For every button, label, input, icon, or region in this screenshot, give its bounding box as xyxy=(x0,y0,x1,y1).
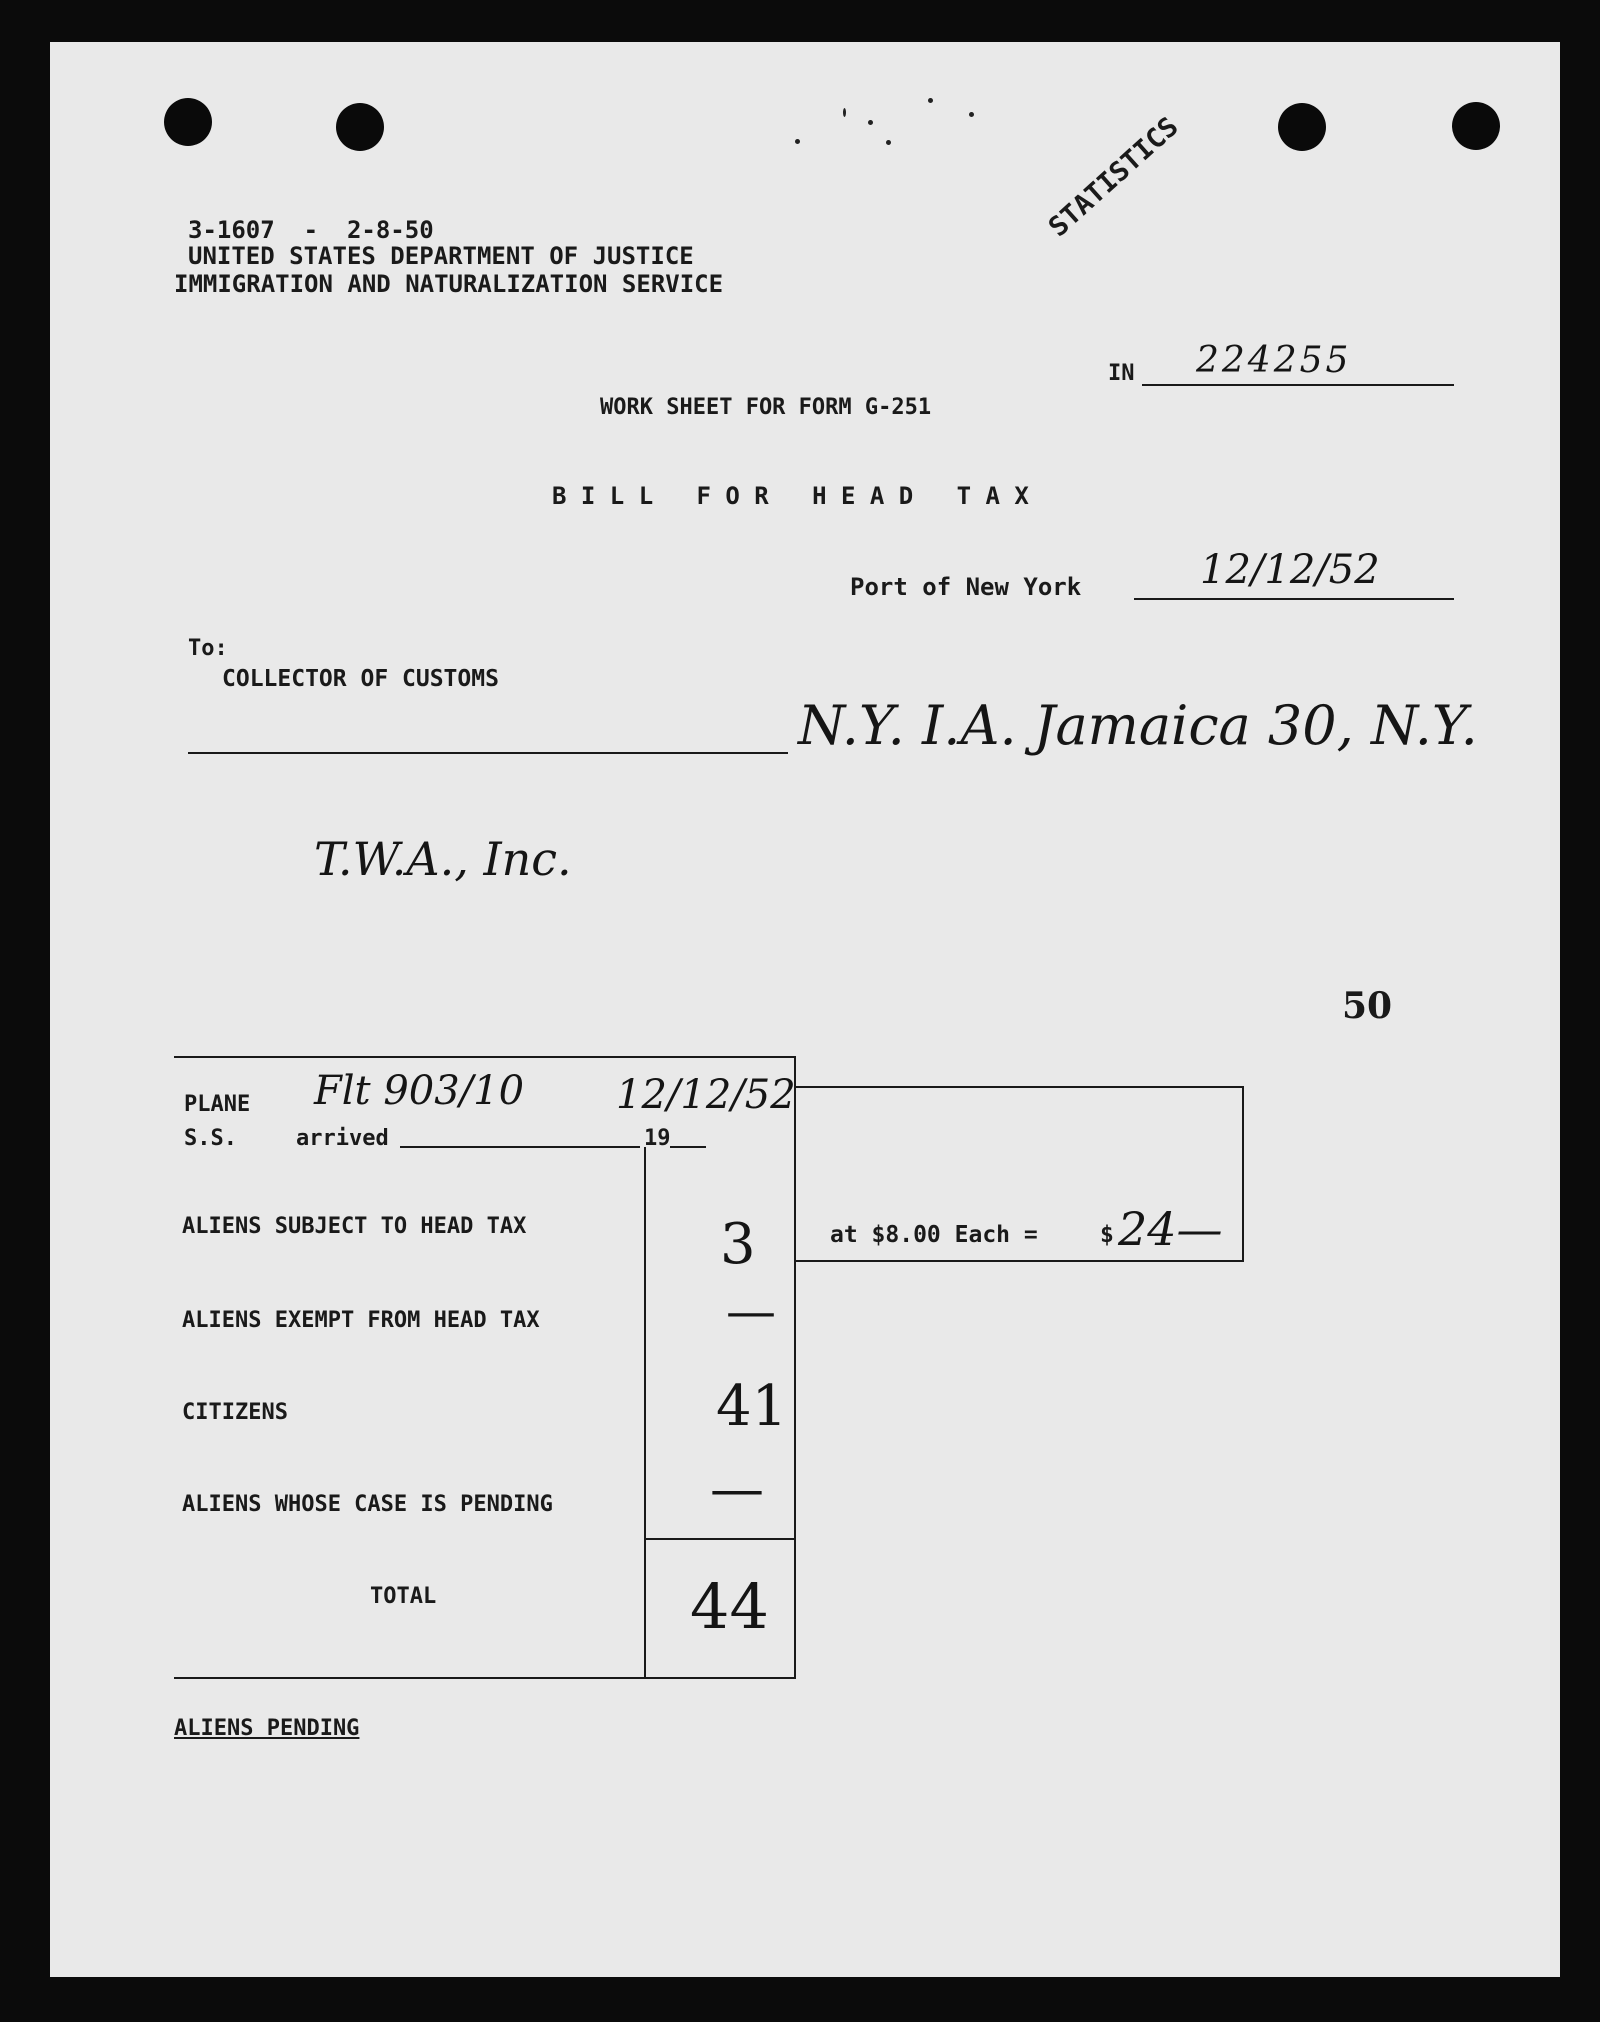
ink-speck xyxy=(969,112,974,117)
rate-box-right xyxy=(1242,1086,1244,1262)
port-label: Port of New York xyxy=(850,573,1082,601)
row-label-aliens-exempt: ALIENS EXEMPT FROM HEAD TAX xyxy=(182,1308,540,1333)
rate-box-top xyxy=(794,1086,1244,1088)
form-number: 3-1607 - 2-8-50 xyxy=(188,216,434,244)
arrived-label: arrived xyxy=(296,1126,389,1151)
plane-label: PLANE xyxy=(184,1092,251,1117)
year-prefix: 19 xyxy=(644,1126,671,1151)
rate-box-bottom xyxy=(794,1260,1244,1262)
year-line xyxy=(670,1146,706,1148)
ink-speck xyxy=(886,140,891,145)
service-name: IMMIGRATION AND NATURALIZATION SERVICE xyxy=(174,270,724,298)
bill-title: B I L L F O R H E A D T A X xyxy=(552,482,1029,510)
dollar-sign: $ xyxy=(1100,1222,1114,1248)
carrier-handwritten: T.W.A., Inc. xyxy=(314,832,572,886)
table-top-rule xyxy=(174,1056,794,1058)
collector-of-customs: COLLECTOR OF CUSTOMS xyxy=(222,666,499,692)
in-number: 224255 xyxy=(1196,340,1352,381)
row-value-aliens-exempt: — xyxy=(726,1282,776,1340)
document-page xyxy=(50,42,1560,1977)
row-label-aliens-pending: ALIENS WHOSE CASE IS PENDING xyxy=(182,1492,553,1517)
table-right-rule xyxy=(794,1056,796,1679)
total-label: TOTAL xyxy=(370,1584,437,1609)
location-handwritten: N.Y. I.A. Jamaica 30, N.Y. xyxy=(798,694,1478,757)
punch-hole xyxy=(1278,103,1326,151)
in-label: IN xyxy=(1108,361,1135,386)
ss-label: S.S. xyxy=(184,1126,237,1151)
statistics-stamp: STATISTICS xyxy=(1043,111,1185,244)
rate-text: at $8.00 Each = xyxy=(830,1222,1038,1248)
ink-speck xyxy=(928,98,933,103)
row-value-aliens-pending: — xyxy=(710,1457,764,1520)
ink-speck xyxy=(868,120,873,125)
in-number-line xyxy=(1142,384,1454,386)
ink-speck xyxy=(795,139,800,144)
row-label-aliens-subject: ALIENS SUBJECT TO HEAD TAX xyxy=(182,1214,527,1239)
port-date-line xyxy=(1134,598,1454,600)
punch-hole xyxy=(164,98,212,146)
total-top-rule xyxy=(644,1538,796,1540)
collector-address-line xyxy=(188,752,788,754)
punch-hole xyxy=(1452,102,1500,150)
port-date: 12/12/52 xyxy=(1200,547,1380,593)
punch-hole xyxy=(336,103,384,151)
table-bottom-rule xyxy=(174,1677,796,1679)
aliens-pending-heading: ALIENS PENDING xyxy=(174,1716,360,1741)
ink-speck xyxy=(843,108,846,117)
department-name: UNITED STATES DEPARTMENT OF JUSTICE xyxy=(188,242,694,270)
arrived-line xyxy=(400,1146,640,1148)
tax-amount-handwritten: 24— xyxy=(1118,1202,1223,1256)
row-label-citizens: CITIZENS xyxy=(182,1400,288,1425)
table-divider-rule xyxy=(644,1147,646,1679)
row-value-citizens: 41 xyxy=(716,1374,788,1439)
to-label: To: xyxy=(188,636,228,661)
page-number: 50 xyxy=(1342,985,1393,1027)
total-value: 44 xyxy=(690,1570,769,1643)
worksheet-title: WORK SHEET FOR FORM G-251 xyxy=(600,395,932,420)
row-value-aliens-subject: 3 xyxy=(720,1212,756,1277)
arrival-date-handwritten: 12/12/52 xyxy=(616,1072,796,1118)
flight-handwritten: Flt 903/10 xyxy=(314,1068,525,1114)
